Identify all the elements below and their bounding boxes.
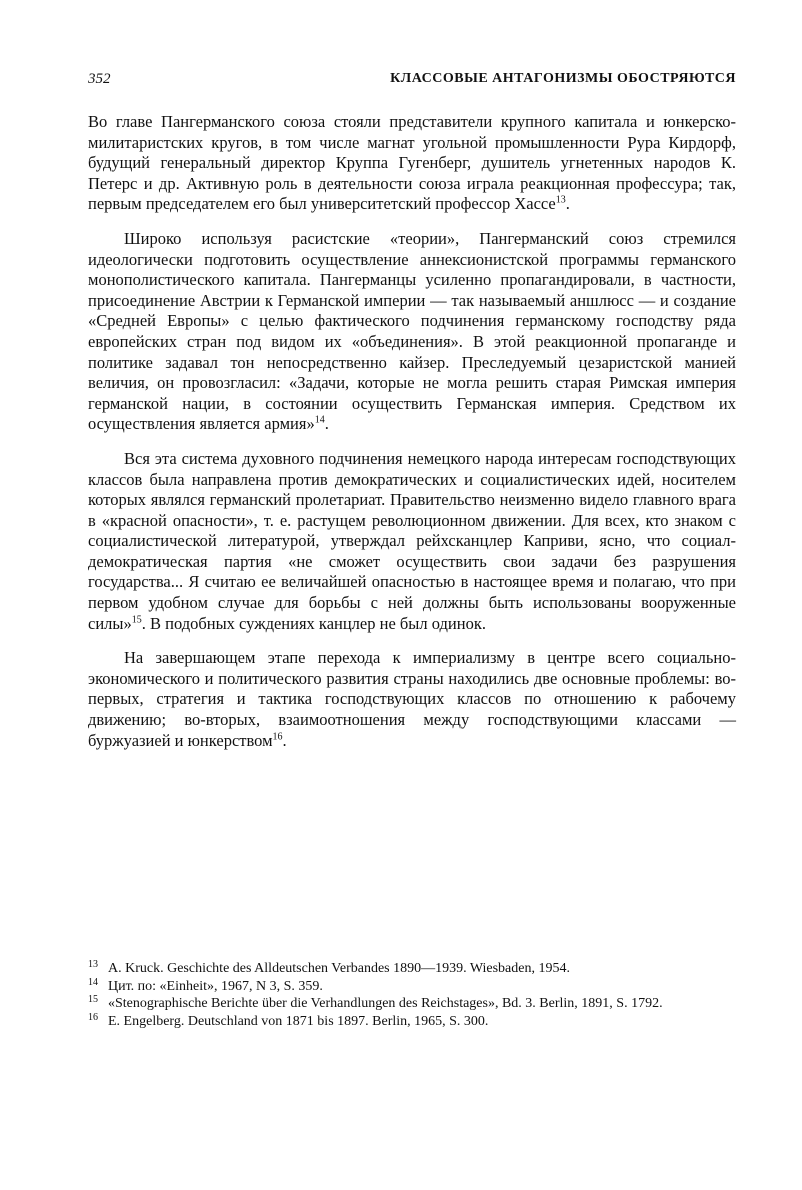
footnote-ref: 16 <box>272 731 283 743</box>
page-header <box>88 66 736 92</box>
footnote-text: Цит. по: «Einheit», 1967, N 3, S. 359. <box>108 978 323 994</box>
footnote <box>88 960 736 978</box>
footnote-ref: 14 <box>314 414 325 426</box>
paragraph: Во главе Пангерманского союза стояли представители крупного капитала и юнкерско-милитаристских кругов, в том числе магнат угольной промышленности Рура Кирдорф, будущий генеральный директор Круппа Гугенберг, душитель угнетенных народов К. Петерс и др. Активную роль в деятельности союза играла реакционная профессура; так, первым председателем его был университетский профессор Хассе$^{13}$. <box>88 112 736 214</box>
footnotes <box>88 960 736 1030</box>
footnote-text: «Stenographische Berichte über die Verhandlungen des Reichstages», Bd. 3. Berlin, 1891, S. 1792. <box>108 996 663 1011</box>
page-number: 352 <box>88 71 111 87</box>
footnote-ref: 13 <box>555 194 566 206</box>
paragraph: Широко используя расистские «теории», Пангерманский союз стремился идеологически подготовить осуществление аннексионистской программы германского монополистического капитала. Пангерманцы усиленно пропагандировали, в частности, присоединение Австрии к Германской империи — так называемый аншлюсс — и создание «Средней Европы» с целью фактического подчинения германскому господству ряда европейских стран под видом их «объединения». В этой реакционной пропаганде и политике задавал тон непосредственно кайзер. Преследуемый цезаристской манией величия, он провозгласил: «Задачи, которые не могла решить старая Римская империя германской нации, в состоянии осуществить Германская империя. Средством их осуществления является армия»$^{14}$. <box>88 228 736 434</box>
footnote-number: 14 <box>88 976 98 988</box>
footnote <box>88 995 736 1013</box>
footnote-text: E. Engelberg. Deutschland von 1871 bis 1897. Berlin, 1965, S. 300. <box>108 1013 489 1029</box>
paragraph: Вся эта система духовного подчинения немецкого народа интересам господствующих классов была направлена против демократических и социалистических идей, носителем которых являлся германский пролетариат. Правительство неизменно видело главного врага в «красной опасности», т. е. растущем революционном движении. Для всех, кто знаком с социалистической литературой, утверждал рейхсканцлер Каприви, ясно, что социал-демократическая партия «не сможет осуществить свои задачи без разрушения государства... Я считаю ее величайшей опасностью в настоящее время и полагаю, что при первом удобном случае для борьбы с ней должны быть использованы вооруженные силы»$^{15}$. В подобных суждениях канцлер не был одинок. <box>88 448 736 633</box>
running-head: КЛАССОВЫЕ АНТАГОНИЗМЫ ОБОСТРЯЮТСЯ <box>390 71 736 86</box>
body-text <box>88 112 736 765</box>
paragraph: На завершающем этапе перехода к империализму в центре всего социально-экономического и политического развития страны находились две основные проблемы: во-первых, стратегия и тактика господствующих классов по отношению к рабочему движению; во-вторых, взаимоотношения между господствующими классами — буржуазией и юнкерством$^{16}$. <box>88 648 736 750</box>
footnote-number: 13 <box>88 959 98 970</box>
footnote-ref: 15 <box>131 614 142 626</box>
footnote-number: 16 <box>88 1011 98 1023</box>
footnote <box>88 978 736 996</box>
footnote-text: A. Kruck. Geschichte des Alldeutschen Verbandes 1890—1939. Wiesbaden, 1954. <box>108 961 570 976</box>
footnote-number: 15 <box>88 994 98 1005</box>
footnote <box>88 1013 736 1031</box>
